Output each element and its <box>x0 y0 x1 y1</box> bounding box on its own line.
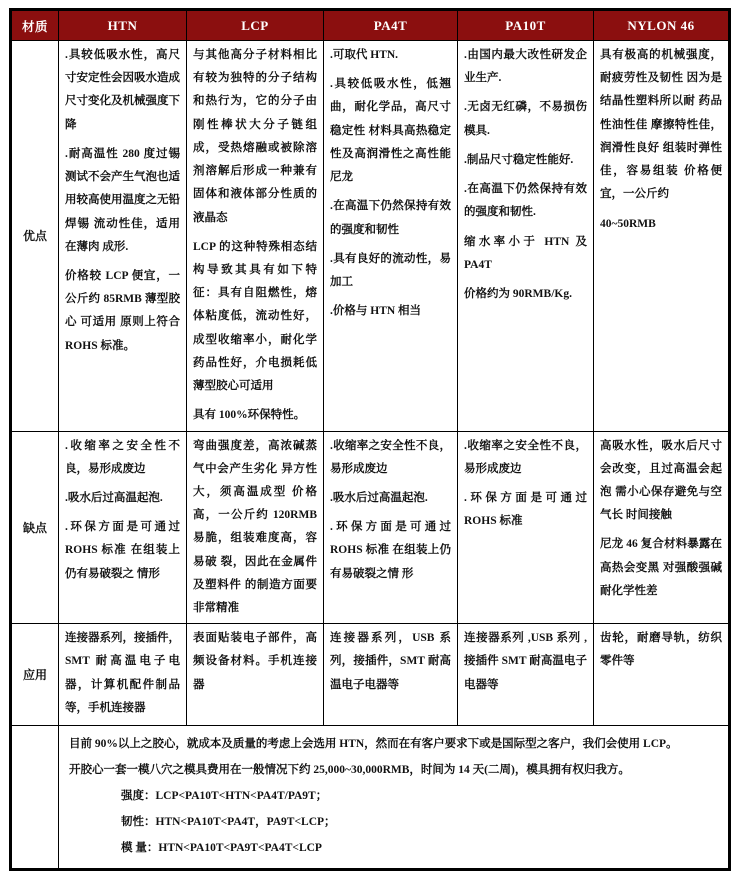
cell-paragraph: 具有极高的机械强度，耐疲劳性及韧性 因为是结晶性塑料所以耐 药品性油性佳 摩擦特性佳，润滑性良好 组装时弹性佳，容易组装 价格便宜，一公斤约 <box>600 49 722 201</box>
cell-paragraph: .制品尺寸稳定性能好. <box>464 153 574 166</box>
column-header-pa10t: PA10T <box>458 10 594 41</box>
cell-paragraph: .收缩率之安全性不良，易形成废边 <box>464 439 587 475</box>
cell-disadvantages-htn <box>59 431 187 624</box>
cell-paragraph: 缩水率小于 HTN 及 PA4T <box>464 235 587 271</box>
cell-paragraph: 齿轮，耐磨导轨，纺织零件等 <box>600 632 722 668</box>
footer-note-mold-cost: 开胶心一套一模八穴之模具费用在一般情况下约 25,000~30,000RMB，时间为 14 天(二周)，模具拥有权归我方。 <box>69 764 630 777</box>
footer-note-toughness: 韧性：HTN<PA10T<PA4T，PA9T<LCP； <box>121 815 336 828</box>
cell-paragraph: .在高温下仍然保持有效的强度和韧性. <box>464 183 587 219</box>
cell-applications-htn <box>59 624 187 726</box>
cell-applications-pa10t <box>458 624 594 726</box>
cell-paragraph: 弯曲强度差，高浓碱蒸气中会产生劣化 异方性大，须高温成型 价格高，一公斤约 120RMB 易脆，组装难度高，容易破 裂，因此在金属件及塑料件 的制造方面要非常精准 <box>193 439 317 615</box>
cell-paragraph: .无卤无红磷，不易损伤模具. <box>464 101 587 137</box>
cell-applications-lcp <box>187 624 324 726</box>
cell-paragraph: 连接器系列 ,USB 系列 ,接插件 SMT 耐高温电子电器等 <box>464 632 587 691</box>
column-header-pa4t: PA4T <box>324 10 458 41</box>
row-applications <box>11 624 730 726</box>
footer-empty-label-cell <box>11 726 59 869</box>
cell-paragraph: .耐高温性 280 度过锡测试不会产生气泡也适用较高使用温度之无铅焊锡 流动性佳，适用在薄肉 成形. <box>65 147 180 253</box>
cell-paragraph: .具有良好的流动性，易加工 <box>330 252 451 288</box>
materials-comparison-table <box>9 8 731 871</box>
cell-paragraph: 与其他高分子材料相比有较为独特的分子结构和热行为，它的分子由刚性棒状大分子链组成，受热熔融或被除溶剂溶解后形成一种兼有固体和液体部分性质的液晶态 <box>193 49 317 224</box>
cell-advantages-lcp <box>187 41 324 432</box>
cell-paragraph: .环保方面是可通过 ROHS 标准 <box>464 491 587 528</box>
cell-applications-nylon46 <box>594 624 730 726</box>
row-advantages <box>11 41 730 432</box>
cell-advantages-pa10t <box>458 41 594 432</box>
cell-paragraph: 高吸水性，吸水后尺寸会改变，且过高温会起泡 需小心保存避免与空气长 时间接触 <box>600 439 722 522</box>
cell-paragraph: 表面贴装电子部件，高频设备材料。手机连接器 <box>193 632 317 691</box>
column-header-lcp: LCP <box>187 10 324 41</box>
cell-advantages-htn <box>59 41 187 432</box>
header-material-label: 材质 <box>11 10 59 41</box>
cell-paragraph: .吸水后过高温起泡. <box>65 491 163 504</box>
cell-paragraph: .收缩率之安全性不良，易形成废边 <box>65 439 180 475</box>
cell-applications-pa4t <box>324 624 458 726</box>
row-label-disadvantages: 缺点 <box>11 431 59 624</box>
cell-paragraph: .具较低吸水性，低翘曲，耐化学品，高尺寸稳定性 材料具高热稳定性及高润滑性之高性能尼龙 <box>330 78 451 184</box>
cell-advantages-nylon46 <box>594 41 730 432</box>
cell-disadvantages-pa10t <box>458 431 594 624</box>
cell-paragraph: .吸水后过高温起泡. <box>330 491 428 504</box>
cell-paragraph: 连接器系列，接插件，SMT 耐高温电子电器，计算机配件制品等，手机连接器 <box>65 632 180 714</box>
cell-advantages-pa4t <box>324 41 458 432</box>
cell-paragraph: .环保方面是可通过 ROHS 标准 在组装上仍有易破裂之 情形 <box>65 521 180 580</box>
cell-paragraph: .在高温下仍然保持有效的强度和韧性 <box>330 200 451 236</box>
row-disadvantages <box>11 431 730 624</box>
cell-paragraph: .具较低吸水性，高尺寸安定性会因吸水造成尺寸变化及机械强度下降 <box>65 49 180 131</box>
footer-note-modulus: 模 量：HTN<PA10T<PA9T<PA4T<LCP <box>121 841 322 854</box>
cell-paragraph: .收缩率之安全性不良，易形成废边 <box>330 439 451 475</box>
cell-paragraph: 价格约为 90RMB/Kg. <box>464 287 572 300</box>
column-header-htn: HTN <box>59 10 187 41</box>
footer-notes <box>59 726 730 869</box>
cell-paragraph: LCP 的这种特殊相态结构导致其具有如下特征：具有自阻燃性，熔体粘度低，流动性好，成型收缩率小，耐化学药品性好，介电损耗低 薄型胶心可适用 <box>193 240 317 393</box>
row-label-advantages: 优点 <box>11 41 59 432</box>
cell-disadvantages-pa4t <box>324 431 458 624</box>
cell-paragraph: .价格与 HTN 相当 <box>330 305 422 318</box>
cell-paragraph: 尼龙 46 复合材料暴露在高热会变黑 对强酸强碱耐化学性差 <box>600 538 722 597</box>
row-footer-notes <box>11 726 730 869</box>
cell-paragraph: 连接器系列，USB 系列，接插件，SMT 耐高温电子电器等 <box>330 632 451 691</box>
footer-note-selection: 目前 90%以上之胶心，就成本及质量的考虑上会选用 HTN，然而在有客户要求下或是国际型之客户，我们会使用 LCP。 <box>69 738 678 751</box>
table-header <box>11 10 730 41</box>
row-label-applications: 应用 <box>11 624 59 726</box>
cell-disadvantages-lcp <box>187 431 324 624</box>
cell-paragraph: 价格较 LCP 便宜，一公斤约 85RMB 薄型胶心 可适用 原则上符合 ROHS 标准。 <box>65 269 180 352</box>
cell-paragraph: 40~50RMB <box>600 217 656 230</box>
footer-note-strength: 强度：LCP<PA10T<HTN<PA4T/PA9T； <box>121 790 328 802</box>
cell-paragraph: .环保方面是可通过 ROHS 标准 在组装上仍有易破裂之情 形 <box>330 521 451 580</box>
cell-paragraph: .由国内最大改性研发企业生产. <box>464 49 587 85</box>
column-header-nylon46: NYLON 46 <box>594 10 730 41</box>
cell-paragraph: 具有 100%环保特性。 <box>193 409 306 422</box>
cell-paragraph: .可取代 HTN. <box>330 49 399 61</box>
cell-disadvantages-nylon46 <box>594 431 730 624</box>
